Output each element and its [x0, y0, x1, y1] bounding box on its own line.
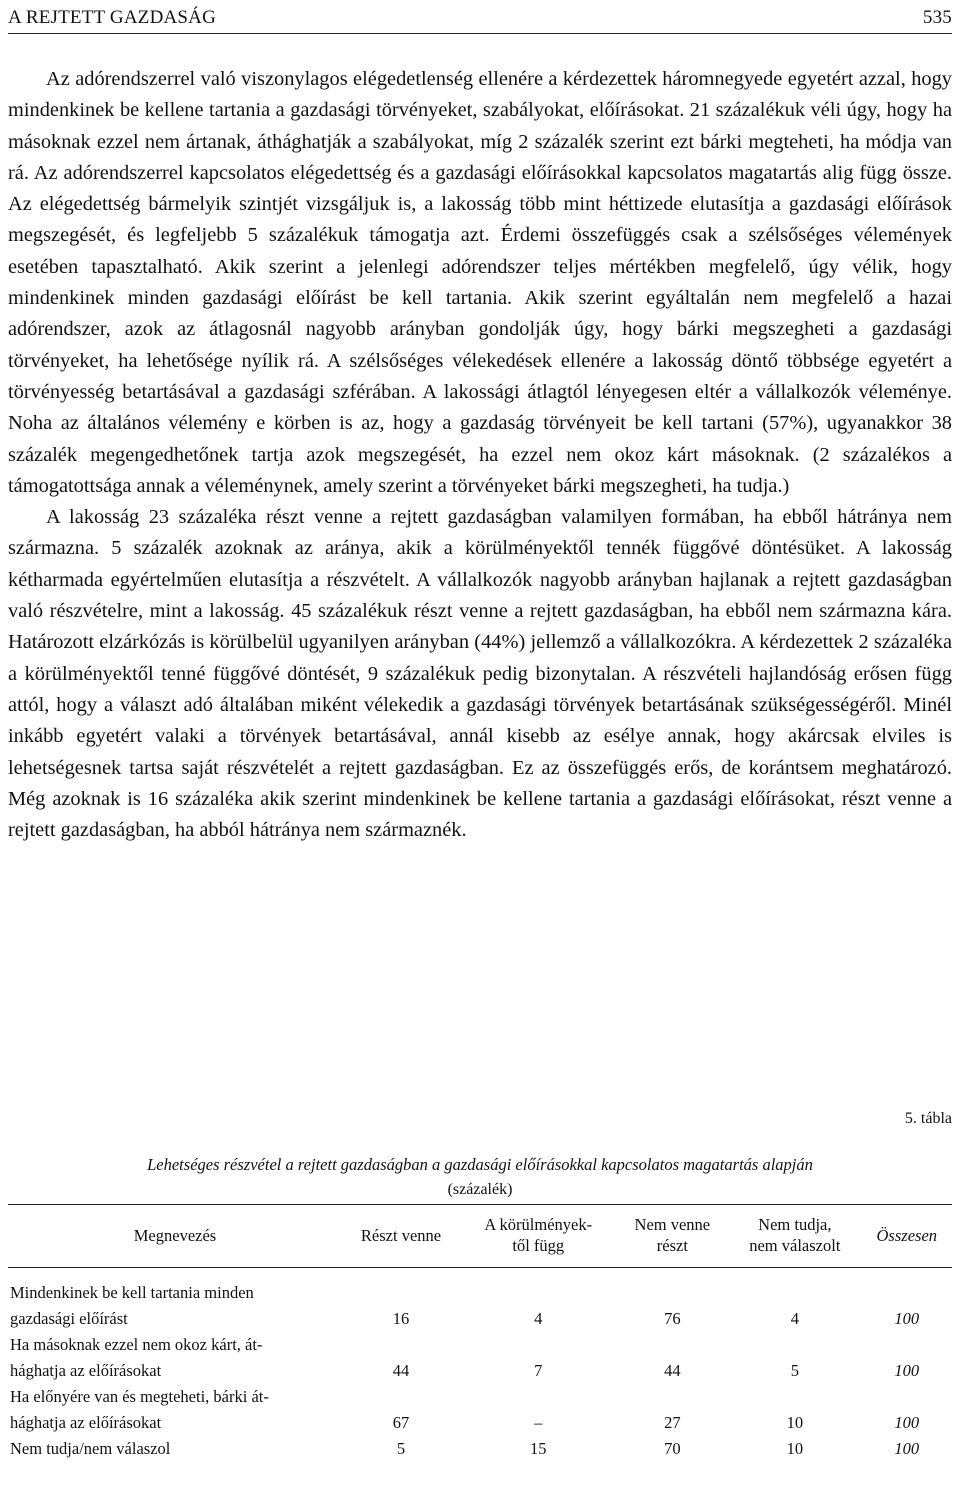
header-col-1 [342, 1205, 460, 1268]
row-label: Nem tudja/nem válaszol [10, 1439, 171, 1458]
header-col-2-line1: A körülmények- [484, 1215, 593, 1234]
table-body [8, 1268, 952, 1463]
cell-col-1: 67 [392, 1413, 410, 1432]
row-label-line2: hághatja az előírásokat [10, 1413, 162, 1432]
row-label-line2: gazdasági előírást [10, 1309, 128, 1328]
body-text [8, 64, 952, 846]
header-col-total-text: Összesen [876, 1225, 938, 1245]
cell-col-1: 44 [392, 1361, 410, 1380]
header-col-3-line1: Nem venne [634, 1215, 711, 1234]
cell-col-3: 70 [664, 1439, 681, 1458]
cell-col-2: 7 [534, 1361, 543, 1380]
row-label-line1: Ha másoknak ezzel nem okoz kárt, át- [10, 1335, 263, 1354]
cell-col-total: 100 [894, 1413, 920, 1432]
cell-col-2: 15 [530, 1439, 547, 1458]
running-title: A REJTETT GAZDASÁG [8, 7, 217, 28]
table-row [8, 1436, 952, 1462]
table-row [8, 1268, 952, 1333]
cell-col-4: 4 [790, 1309, 799, 1328]
cell-col-1: 16 [392, 1309, 410, 1328]
header-label-text: Megnevezés [133, 1225, 217, 1245]
table-row [8, 1384, 952, 1436]
cell-col-4: 10 [786, 1413, 804, 1432]
paragraph-2: A lakosság 23 százaléka részt venne a rejtett gazdaságban valamilyen formában, ha ebből hátránya nem származna. 5 százalék azoknak az aránya, akik a körülményektől tennék függővé döntésüket. A lakosság kétharmada egyértelműen elutasítja a részvételt. A vállalkozók nagyobb arányban hajlanak a rejtett gazdaságban való részvételre, mint a lakosság. 45 százalékuk részt venne a rejtett gazdaságban, ha ebből nem származna kára. Határozott elzárkózás is körülbelül ugyanilyen arányban (44%) jellemző a vállalkozókra. A kérdezettek 2 százaléka a körülményektől tenné függővé döntését, 9 százalékuk pedig bizonytalan. A részvételi hajlandóság erősen függ attól, hogy a választ adó általában miként vélekedik a gazdasági törvények betartásának szükségességéről. Minél inkább egyetért valaki a törvények betartásával, annál kisebb az esélye annak, hogy akárcsak elviles is lehetségesnek tartsa saját részvételét a rejtett gazdaságban. Ez az összefüggés erős, de korántsem meghatározó. Még azoknak is 16 százaléka akik szerint mindenkinek be kellene tartania a gazdasági előírásokat, részt venne a rejtett gazdaságban, ha abból hátránya nem származnék. [8, 506, 952, 842]
cell-col-3: 76 [664, 1309, 681, 1328]
cell-col-total: 100 [894, 1439, 920, 1458]
header-row [8, 1205, 952, 1268]
table-number: 5. tábla [904, 1110, 952, 1127]
row-label-line2: hághatja az előírásokat [10, 1361, 162, 1380]
row-label [8, 1384, 342, 1436]
header-col-2 [460, 1205, 617, 1268]
cell-col-2: – [534, 1413, 543, 1432]
header-col-4-line2: nem válaszolt [749, 1236, 841, 1255]
cell-col-3: 27 [664, 1413, 681, 1432]
row-label-line1: Ha előnyére van és megteheti, bárki át- [10, 1387, 269, 1406]
cell-col-1: 5 [396, 1439, 406, 1458]
header-col-2-line2: től függ [512, 1236, 565, 1255]
page-number: 535 [922, 7, 952, 28]
table-header [8, 1205, 952, 1268]
header-col-1-text: Részt venne [360, 1225, 442, 1245]
cell-col-2: 4 [534, 1309, 543, 1328]
cell-col-4: 10 [786, 1439, 804, 1458]
table-row [8, 1332, 952, 1384]
table-caption: Lehetséges részvétel a rejtett gazdaságban a gazdasági előírásokkal kapcsolatos magatartás alapján [147, 1155, 813, 1174]
data-table [8, 1204, 952, 1462]
running-header [8, 0, 952, 34]
table-unit: (százalék) [447, 1181, 513, 1198]
row-label-line1: Mindenkinek be kell tartania minden [10, 1283, 254, 1302]
cell-col-3: 44 [664, 1361, 681, 1380]
row-label [8, 1268, 342, 1333]
cell-col-4: 5 [790, 1361, 799, 1380]
header-col-3 [617, 1205, 729, 1268]
header-col-4-line1: Nem tudja, [758, 1215, 832, 1234]
header-col-3-line2: részt [656, 1236, 688, 1255]
cell-col-total: 100 [894, 1309, 920, 1328]
header-label [8, 1205, 342, 1268]
cell-col-total: 100 [894, 1361, 920, 1380]
header-col-total [862, 1205, 952, 1268]
paragraph-1: Az adórendszerrel való viszonylagos elégedetlenség ellenére a kérdezettek háromnegyede egyetért azzal, hogy mindenkinek be kellene tartania a gazdasági törvényeket, szabályokat, előírásokat. 21 százalékuk véli úgy, hogy ha másoknak ezzel nem ártanak, áthághatják a szabályokat, míg 2 százalék szerint ezt bárki megteheti, ha módja van rá. Az adórendszerrel kapcsolatos elégedettség és a gazdasági előírásokkal kapcsolatos magatartás alig függ össze. Az elégedettség bármelyik szintjét vizsgáljuk is, a lakosság több mint héttizede elutasítja a gazdasági előírások megszegését, és legfeljebb 5 százalékuk támogatja azt. Érdemi összefüggés csak a szélsőséges vélemények esetében tapasztalható. Akik szerint a jelenlegi adórendszer teljes mértékben megfelelő, úgy vélik, hogy mindenkinek minden gazdasági előírást be kell tartania. Akik szerint egyáltalán nem megfelelő a hazai adórendszer, azok az átlagosnál nagyobb arányban gondolják úgy, hogy bárki megszegheti a gazdasági törvényeket, ha lehetősége nyílik rá. A szélsőséges vélekedések ellenére a lakosság döntő többsége egyetért a törvényesség betartásával a gazdasági szférában. A lakossági átlagtól lényegesen eltér a vállalkozók véleménye. Noha az általános vélemény e körben is az, hogy a gazdaság törvényeit be kell tartani (57%), ugyanakkor 38 százalék megengedhetőnek tartja azok megszegését, ha ezzel nem okoz kárt másoknak. (2 százalékos a támogatottsága annak a véleménynek, amely szerint a törvényeket bárki megszegheti, ha tudja.) [8, 68, 952, 497]
row-label [8, 1332, 342, 1384]
header-col-4 [728, 1205, 861, 1268]
